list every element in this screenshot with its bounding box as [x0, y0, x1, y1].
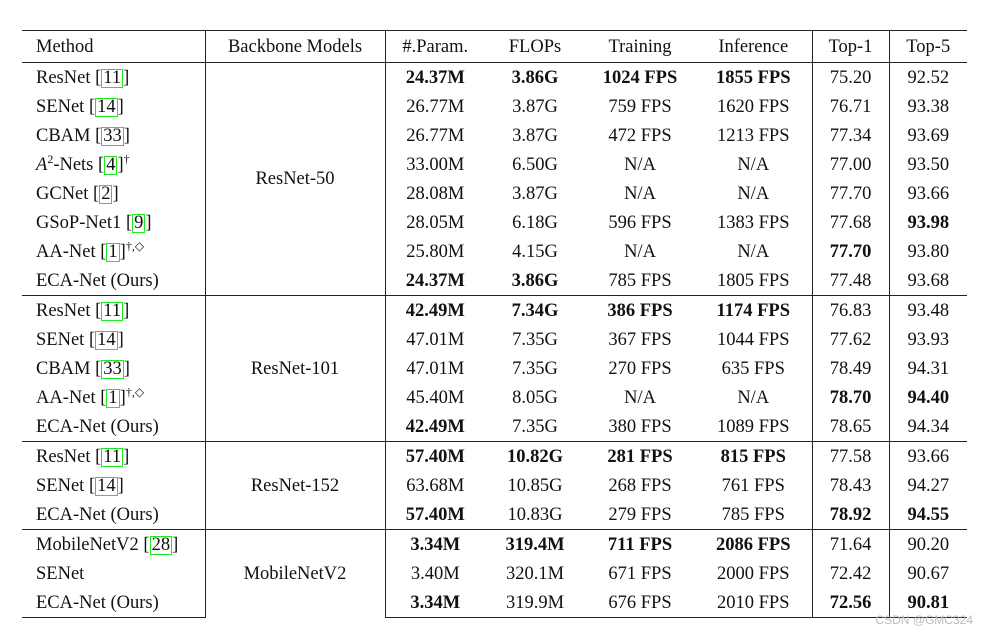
- citation-link[interactable]: 2: [101, 183, 111, 204]
- footnote-marker: †: [123, 151, 130, 166]
- top5-cell: 90.20: [889, 530, 967, 560]
- citation-link[interactable]: 9: [134, 212, 144, 233]
- method-name: CBAM: [36, 358, 91, 379]
- flops-cell: 8.05G: [512, 387, 558, 408]
- results-table: [22, 30, 967, 618]
- footnote-marker: †,◇: [125, 238, 145, 253]
- method-name: ECA-Net (Ours): [36, 416, 159, 437]
- citation-link[interactable]: 33: [103, 125, 122, 146]
- method-cell: [22, 500, 205, 530]
- inference-speed-cell: 2000 FPS: [717, 563, 790, 584]
- top5-cell: 93.68: [889, 266, 967, 296]
- citation-link[interactable]: 11: [103, 446, 122, 467]
- inference-speed-cell: 1174 FPS: [695, 296, 812, 326]
- params-cell: 47.01M: [406, 358, 465, 379]
- watermark: CSDN @GMC324: [875, 613, 973, 627]
- inference-speed-cell: 761 FPS: [721, 475, 785, 496]
- training-speed-cell: 380 FPS: [608, 416, 672, 437]
- params-cell: 42.49M: [405, 416, 465, 437]
- backbone-cell: ResNet-101: [205, 296, 385, 442]
- top1-cell: 77.48: [812, 266, 889, 296]
- table-row: [22, 325, 967, 354]
- method-name: SENet: [36, 563, 85, 584]
- table-row: [22, 92, 967, 121]
- training-speed-cell: 759 FPS: [608, 96, 672, 117]
- column-header: Backbone Models: [205, 31, 385, 63]
- top1-cell: 78.70: [812, 383, 889, 412]
- table-row: [22, 412, 967, 442]
- top5-cell: 90.67: [889, 559, 967, 588]
- flops-cell: 3.87G: [512, 125, 558, 146]
- method-name: GCNet: [36, 183, 89, 204]
- params-cell: 3.40M: [410, 563, 460, 584]
- top5-cell: 93.38: [889, 92, 967, 121]
- method-name: ResNet: [36, 446, 91, 467]
- method-cell: SENet [ 14 ]: [36, 96, 124, 117]
- flops-cell: 319.4M: [485, 530, 585, 560]
- flops-cell: 7.35G: [512, 416, 558, 437]
- inference-speed-cell: 1620 FPS: [717, 96, 790, 117]
- training-speed-cell: 386 FPS: [585, 296, 695, 326]
- backbone-cell: ResNet-152: [205, 442, 385, 530]
- top1-cell: 76.71: [812, 92, 889, 121]
- flops-cell: 10.82G: [485, 442, 585, 472]
- method-cell: CBAM [ 33 ]: [36, 358, 130, 379]
- params-cell: 45.40M: [406, 387, 465, 408]
- backbone-cell: ResNet-50: [205, 63, 385, 296]
- top5-cell: 90.81: [889, 588, 967, 618]
- citation-link[interactable]: 33: [103, 358, 122, 379]
- params-cell: 3.34M: [385, 530, 485, 560]
- top5-cell: 93.48: [889, 296, 967, 326]
- method-cell: SENet [ 14 ]: [36, 329, 124, 350]
- inference-speed-cell: N/A: [737, 154, 770, 175]
- top5-cell: 94.27: [889, 471, 967, 500]
- table-row: [22, 121, 967, 150]
- params-cell: 42.49M: [385, 296, 485, 326]
- table-row: [22, 63, 967, 93]
- table-row: [22, 471, 967, 500]
- method-cell: CBAM [ 33 ]: [36, 125, 130, 146]
- method-cell: MobileNetV2 [ 28 ]: [22, 530, 205, 560]
- method-name: SENet: [36, 96, 85, 117]
- inference-speed-cell: 1044 FPS: [717, 329, 790, 350]
- method-name: ECA-Net (Ours): [36, 504, 159, 525]
- top5-cell: 93.80: [889, 237, 967, 266]
- inference-speed-cell: 1805 FPS: [717, 270, 790, 291]
- table-row: [22, 442, 967, 472]
- table-row: [22, 588, 967, 618]
- inference-speed-cell: 785 FPS: [721, 504, 785, 525]
- method-name: ECA-Net (Ours): [36, 270, 159, 291]
- citation-link[interactable]: 1: [108, 387, 118, 408]
- method-cell: ResNet [ 11 ]: [22, 296, 205, 326]
- citation-link[interactable]: 4: [106, 154, 116, 175]
- flops-cell: 320.1M: [505, 563, 565, 584]
- params-cell: 26.77M: [406, 125, 465, 146]
- top1-cell: 78.43: [812, 471, 889, 500]
- top1-cell: 77.68: [812, 208, 889, 237]
- flops-cell: 4.15G: [512, 241, 558, 262]
- top1-cell: 78.49: [812, 354, 889, 383]
- inference-speed-cell: 1855 FPS: [695, 63, 812, 93]
- top1-cell: 77.62: [812, 325, 889, 354]
- flops-cell: 7.35G: [512, 329, 558, 350]
- footnote-marker: †,◇: [125, 384, 145, 399]
- training-speed-cell: 711 FPS: [585, 530, 695, 560]
- top5-cell: 93.98: [889, 208, 967, 237]
- method-name: SENet: [36, 329, 85, 350]
- math-symbol: A: [36, 154, 48, 175]
- flops-cell: 6.18G: [512, 212, 558, 233]
- top5-cell: 93.93: [889, 325, 967, 354]
- top5-cell: 93.50: [889, 150, 967, 179]
- table-row: [22, 296, 967, 326]
- top5-cell: 93.66: [889, 442, 967, 472]
- math-superscript: 2: [47, 151, 54, 166]
- flops-cell: 7.35G: [512, 358, 558, 379]
- inference-speed-cell: 1089 FPS: [717, 416, 790, 437]
- table-row: [22, 383, 967, 412]
- flops-cell: 3.87G: [512, 96, 558, 117]
- citation-link[interactable]: 14: [97, 329, 116, 350]
- method-name: SENet: [36, 475, 85, 496]
- training-speed-cell: 281 FPS: [585, 442, 695, 472]
- method-cell: AA-Net [ 1 ]†,◇: [36, 238, 145, 262]
- table-row: [22, 354, 967, 383]
- training-speed-cell: 367 FPS: [608, 329, 672, 350]
- method-name: -Nets: [53, 154, 94, 175]
- citation-link[interactable]: 14: [97, 475, 116, 496]
- header-row: [22, 31, 967, 63]
- method-cell: GSoP-Net1 [ 9 ]: [36, 212, 152, 233]
- method-cell: GCNet [ 2 ]: [36, 183, 119, 204]
- method-cell: ResNet [ 11 ]: [22, 63, 205, 93]
- table-row: [22, 559, 967, 588]
- table-row: [22, 530, 967, 560]
- params-cell: 28.05M: [406, 212, 465, 233]
- inference-speed-cell: N/A: [737, 183, 770, 204]
- params-cell: 47.01M: [406, 329, 465, 350]
- column-header: Top-1: [812, 31, 889, 63]
- training-speed-cell: N/A: [624, 183, 656, 204]
- citation-link[interactable]: 14: [97, 96, 116, 117]
- inference-speed-cell: 1213 FPS: [717, 125, 790, 146]
- method-name: AA-Net: [36, 241, 96, 262]
- inference-speed-cell: N/A: [737, 387, 770, 408]
- method-name: ResNet: [36, 300, 91, 321]
- column-header: Top-5: [889, 31, 967, 63]
- params-cell: 28.08M: [406, 183, 465, 204]
- training-speed-cell: 671 FPS: [608, 563, 672, 584]
- top1-cell: 78.92: [812, 500, 889, 530]
- top1-cell: 72.56: [812, 588, 889, 618]
- backbone-cell: MobileNetV2: [205, 530, 385, 618]
- column-header: Inference: [695, 31, 812, 63]
- inference-speed-cell: 2010 FPS: [695, 588, 812, 618]
- top5-cell: 93.66: [889, 179, 967, 208]
- top1-cell: 78.65: [812, 412, 889, 442]
- column-header: Training: [585, 31, 695, 63]
- flops-cell: 10.83G: [507, 504, 563, 525]
- training-speed-cell: 279 FPS: [608, 504, 672, 525]
- top5-cell: 94.31: [889, 354, 967, 383]
- top1-cell: 77.70: [812, 179, 889, 208]
- flops-cell: 7.34G: [485, 296, 585, 326]
- citation-link[interactable]: 11: [103, 300, 122, 321]
- method-name: ResNet: [36, 67, 91, 88]
- citation-link[interactable]: 28: [151, 534, 171, 555]
- method-name: CBAM: [36, 125, 91, 146]
- table-row: [22, 208, 967, 237]
- training-speed-cell: N/A: [624, 241, 656, 262]
- inference-speed-cell: N/A: [737, 241, 770, 262]
- method-cell: [22, 588, 205, 618]
- params-cell: 57.40M: [385, 442, 485, 472]
- training-speed-cell: 270 FPS: [608, 358, 672, 379]
- top5-cell: 94.34: [889, 412, 967, 442]
- flops-cell: 3.86G: [485, 63, 585, 93]
- method-name: AA-Net: [36, 387, 96, 408]
- table-row: [22, 179, 967, 208]
- table-row: [22, 150, 967, 179]
- method-cell: SENet [ 14 ]: [36, 475, 124, 496]
- top1-cell: 75.20: [812, 63, 889, 93]
- column-header: Method: [22, 31, 205, 63]
- column-header: #.Param.: [385, 31, 485, 63]
- inference-speed-cell: 635 FPS: [721, 358, 785, 379]
- method-cell: $A^2$-Nets [ 4 ]†: [36, 151, 130, 175]
- flops-cell: 6.50G: [512, 154, 558, 175]
- citation-link[interactable]: 1: [108, 241, 118, 262]
- params-cell: 24.37M: [385, 63, 485, 93]
- flops-cell: 3.87G: [512, 183, 558, 204]
- training-speed-cell: 676 FPS: [585, 588, 695, 618]
- training-speed-cell: 472 FPS: [608, 125, 672, 146]
- citation-link[interactable]: 11: [103, 67, 122, 88]
- training-speed-cell: 1024 FPS: [585, 63, 695, 93]
- flops-cell: 319.9M: [485, 588, 585, 618]
- table-row: [22, 500, 967, 530]
- params-cell: 33.00M: [406, 154, 465, 175]
- top1-cell: 77.70: [812, 237, 889, 266]
- top1-cell: 71.64: [812, 530, 889, 560]
- method-cell: [22, 559, 205, 588]
- inference-speed-cell: 815 FPS: [695, 442, 812, 472]
- top5-cell: 94.55: [889, 500, 967, 530]
- top5-cell: 93.69: [889, 121, 967, 150]
- method-name: ECA-Net (Ours): [36, 592, 159, 613]
- training-speed-cell: N/A: [624, 154, 656, 175]
- method-name: MobileNetV2: [36, 534, 139, 555]
- method-cell: [22, 266, 205, 296]
- params-cell: 26.77M: [406, 96, 465, 117]
- inference-speed-cell: 1383 FPS: [717, 212, 790, 233]
- top1-cell: 76.83: [812, 296, 889, 326]
- params-cell: 3.34M: [385, 588, 485, 618]
- params-cell: 24.37M: [405, 270, 465, 291]
- table-row: [22, 237, 967, 266]
- params-cell: 57.40M: [405, 504, 465, 525]
- training-speed-cell: 596 FPS: [608, 212, 672, 233]
- table-row: [22, 266, 967, 296]
- inference-speed-cell: 2086 FPS: [695, 530, 812, 560]
- training-speed-cell: 785 FPS: [608, 270, 672, 291]
- method-name: GSoP-Net1: [36, 212, 122, 233]
- params-cell: 63.68M: [406, 475, 465, 496]
- params-cell: 25.80M: [406, 241, 465, 262]
- top1-cell: 77.34: [812, 121, 889, 150]
- method-cell: AA-Net [ 1 ]†,◇: [36, 384, 145, 408]
- column-header: FLOPs: [485, 31, 585, 63]
- training-speed-cell: N/A: [624, 387, 656, 408]
- flops-cell: 10.85G: [507, 475, 563, 496]
- top1-cell: 77.58: [812, 442, 889, 472]
- flops-cell: 3.86G: [511, 270, 559, 291]
- method-cell: ResNet [ 11 ]: [22, 442, 205, 472]
- top1-cell: 72.42: [812, 559, 889, 588]
- top5-cell: 94.40: [889, 383, 967, 412]
- top1-cell: 77.00: [812, 150, 889, 179]
- top5-cell: 92.52: [889, 63, 967, 93]
- method-cell: [22, 412, 205, 442]
- training-speed-cell: 268 FPS: [608, 475, 672, 496]
